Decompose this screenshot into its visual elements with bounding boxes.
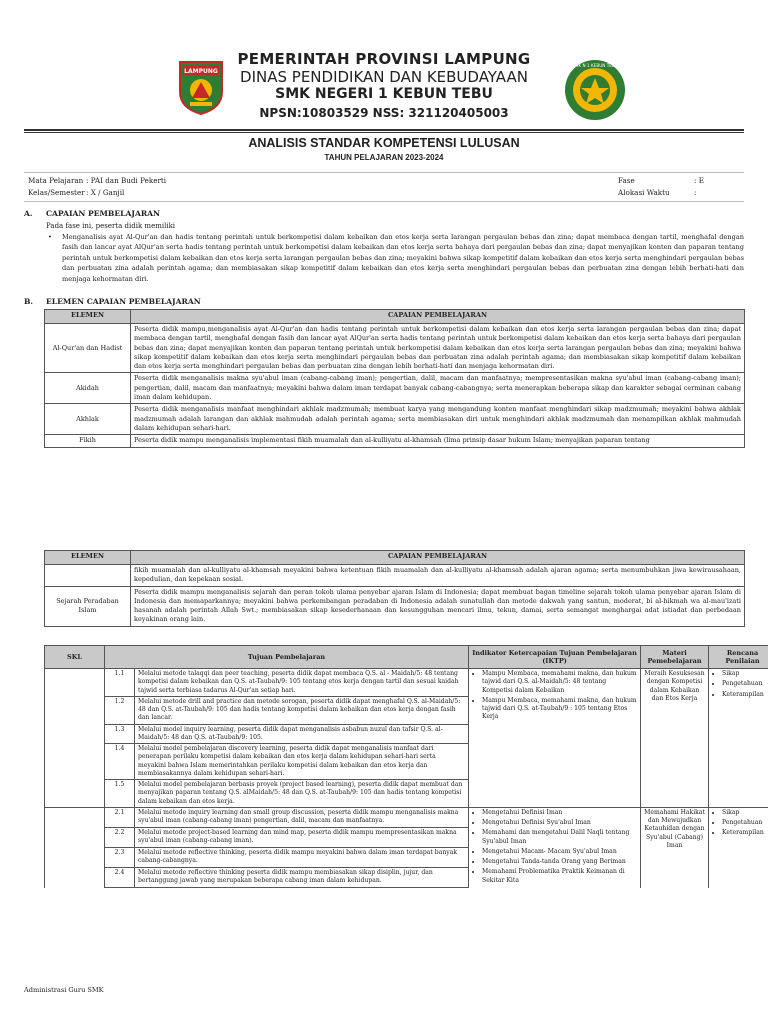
col-capaian-header: CAPAIAN PEMBELAJARAN <box>131 310 745 324</box>
materi-cell: Memahami Hakikat dan Mewujudkan Ketauhidan dengan Syu'abul (Cabang) Iman <box>641 807 709 888</box>
section-a-intro: Pada fase ini, peserta didik memiliki <box>46 222 176 230</box>
materi-cell: Meraih Kesuksesan dengan Kompetisi dalam Kebaikan dan Etos Kerja <box>641 669 709 808</box>
capaian-cell: Peserta didik mampu menganalisis sejarah dan peran tokoh ulama penyebar ajaran Islam di Indonesia; dapat membuat bagan timeline sejarah tokoh ulama penyebar ajaran Islam di Indonesia dan memaparkannya; meyakini bahwa perkembangan peradaban di Indonesia adalah sunatullah dan metode dakwah yang santun, moderat, bi al-hikmah wa al-mau'izati hasanah adalah perintah Allah Swt.; membiasakan sikap kesederhanaan dan kesungguhan mencari ilmu, tekun, damai, serta semangat menghargai adat istiadat dan perbedaan keyakinan orang lain. <box>131 586 745 626</box>
fase-label: Fase <box>618 176 635 185</box>
table-row <box>45 565 745 587</box>
col-materi-header: Materi Pemebelajaran <box>641 646 709 669</box>
tp-number: 1.3 <box>105 724 135 744</box>
table-row <box>45 404 745 435</box>
capaian-cell: Peserta didik menganalisis manfaat menghindari akhlak madzmumah; membuat karya yang mengandung konten manfaat menghindari sikap madzmumah; meyakini bahwa akhlak madzmumah adalah larangan dan akhlak mahmudah adalah perintah agama; serta membiasakan diri untuk menghindari akhlak madzmumah dan menampilkan akhlak mahmudah dalam kehidupan sehari-hari. <box>131 404 745 435</box>
svg-text:LAMPUNG: LAMPUNG <box>184 68 218 75</box>
skl-cell <box>45 807 105 888</box>
iktp-item: • Mampu Membaca, memahami makna, dan hukum tajwid dari Q.S. al-Maidah/5: 48 tentang Kompetisi dalam Kebaikan <box>482 670 637 695</box>
tp-text: Melalui model pembelajaran berbasis proyek (project based learning), peserta didik dapat membuat dan menyajikan paparan tentang Q.S. alMaidah/5: 48 dan Q.S. at-Taubah/9: 105 dan hadis tentang kompetisi dalam kebaikan dan etos kerja. <box>135 780 469 808</box>
rencana-item: • Keterampilan <box>722 829 768 837</box>
table-row <box>45 807 768 827</box>
tp-text: Melalui metode project-based learning dan mind map, peserta didik mampu mempresentasikan makna syu'abul iman (cabang-cabang iman). <box>135 827 469 847</box>
mapel-value: : PAI dan Budi Pekerti <box>86 176 167 185</box>
bullet-dot: • <box>48 233 52 241</box>
rencana-cell <box>709 669 768 808</box>
svg-text:SMK N 1 KEBUN TEBU: SMK N 1 KEBUN TEBU <box>572 63 618 68</box>
elemen-cell: Al-Qur'an dan Hadist <box>45 324 131 373</box>
kelas-label: Kelas/Semester <box>28 188 85 197</box>
tp-text: Melalui model pembelajaran discovery learning, peserta didik dapat menganalisis manfaat dari penerapan perilaku kompetisi dalam kebaikan dan etos kerja dalam kehidupan sehari-hari serta meyakini bahwa Islam memerintahkan perilaku kompetisi dalam kebaikan dan etos kerja dan membiasakannya dalam kehidupan sehari-hari. <box>135 744 469 780</box>
capaian-cell: fikih muamalah dan al-kulliyatu al-khamsah meyakini bahwa ketentuan fikih muamalah dan al-kulliyatu al-khamsah adalah ajaran agama; serta menumbuhkan jiwa kewirausahaan, kepedulian, dan kepekaan sosial. <box>131 565 745 587</box>
tp-number: 2.2 <box>105 827 135 847</box>
col-skl-header: SKL <box>45 646 105 669</box>
iktp-item: • Memahami dan mengetahui Dalil Naqli tentang Syu'abul Iman <box>482 829 637 846</box>
tp-number: 1.1 <box>105 669 135 697</box>
tp-number: 1.4 <box>105 744 135 780</box>
tp-text: Melalui metode reflective thinking peserta didik mampu membiasakan sikap disiplin, jujur, dan bertanggung jawab yang merupakan beberapa cabang iman dalam kehidupan. <box>135 868 469 888</box>
table-row <box>45 435 745 447</box>
elemen-cell <box>45 565 131 587</box>
col-elemen-header: ELEMEN <box>45 310 131 324</box>
tp-text: Melalui metode reflective thinking, peserta didik mampu meyakini bahwa dalam iman terdapat banyak cabang-cabangnya. <box>135 848 469 868</box>
tp-text: Melalui metode inquiry learning dan small group discussion, peserta didik mampu menganalisis makna syu'abul iman (cabang-cabang iman) pengertian, dalil, macam dan manfaatnya. <box>135 807 469 827</box>
elemen-cell: Sejarah Peradaban Islam <box>45 586 131 626</box>
section-a-bullet <box>48 232 744 284</box>
table-row <box>45 586 745 626</box>
capaian-cell: Peserta didik mampu menganalisis implementasi fikih muamalah dan al-kulliyatu al-khamsah (lima prinsip dasar hukum Islam; menyajikan paparan tentang <box>131 435 745 447</box>
skl-cell <box>45 669 105 808</box>
section-a-heading <box>24 209 424 221</box>
iktp-cell <box>469 807 641 888</box>
gov-name: PEMERINTAH PROVINSI LAMPUNG <box>237 50 531 68</box>
tp-text: Melalui model inquiry learning, peserta didik dapat menganalisis asbabun nuzul dan tafsir Q.S. al-Maidah/5: 48 dan Q.S. at-Taubah/9: 105. <box>135 724 469 744</box>
capaian-cell: Peserta didik mampu,menganalisis ayat Al-Qur'an dan hadis tentang perintah untuk berkompetisi dalam kebaikan dan etos kerja serta larangan pergaulan bebas dan zina; dapat membaca dengan tartil, menghafal dengan fasih dan lancar ayat AlQur'an serta hadis tentang perintah untuk berkompetisi dalam kebaikan dan etos kerja serta bahaya dari pergaulan bebas dan zina; dapat menyajikan konten dan paparan tentang perintah untuk berkompetisi dalam kebaikan dan etos kerja serta larangan pergaulan bebas dan zina; meyakini bahwa sikap kompetitif dalam kebaikan dan etos kerja serta menghindari pergaulan bebas dan perbuatan zina adalah perintah agama; dan membiasakan sikap kompetitif dalam kebaikan dan etos kerja serta menghindari pergaulan bebas dan perbuatan zina dengan lebih berhati-hati dan menjaga kehormatan diri. <box>131 324 745 373</box>
table-row <box>45 669 768 697</box>
alokasi-label: Alokasi Waktu <box>618 188 670 197</box>
school-logo-icon <box>563 58 627 122</box>
section-a-bullet-text: Menganalisis ayat Al-Qur'an dan hadis tentang perintah untuk berkompetisi dalam kebaikan dan etos kerja serta larangan pergaulan bebas dan zina; dapat membaca dengan tartil, menghafal dengan fasih dan lancar ayat AlQur'an serta hadis tentang perintah untuk berkompetisi dalam kebaikan dan etos kerja serta bahaya dari pergaulan bebas dan zina; dapat menyajikan konten dan paparan tentang perintah untuk berkompetisi dalam kebaikan dan etos kerja serta larangan pergaulan bebas dan zina; meyakini bahwa sikap kompetitif dalam kebaikan dan etos kerja serta menghindari pergaulan bebas dan perbuatan zina adalah perintah agama; dan membiasakan sikap kompetitif dalam kebaikan dan etos kerja serta menghindari pergaulan bebas dan perbuatan zina dengan lebih berhati-hati dan menjaga kehormatan diri. <box>62 233 744 283</box>
table-row <box>45 373 745 404</box>
rencana-item: • Pengetahuan <box>722 819 768 827</box>
col-capaian-header: CAPAIAN PEMBELAJARAN <box>131 551 745 565</box>
section-b-title: ELEMEN CAPAIAN PEMBELAJARAN <box>46 297 201 306</box>
document-subtitle: TAHUN PELAJARAN 2023-2024 <box>324 153 444 162</box>
iktp-item: • Mengetahui Definisi Iman <box>482 809 637 817</box>
elemen-table-continued <box>44 550 745 627</box>
skl-table <box>44 645 768 888</box>
tp-text: Melalui metode talaqqi dan peer teaching, peserta didik dapat membaca Q.S. al - Maidah/5: 48 tentang kompetisi dalam kebaikan dan Q.S. at-Taubah/9: 105 tentang etos kerja dengan tartil dan sesuai kaidah tajwid serta terbiasa tadarus Al-Qur'an setiap hari. <box>135 669 469 697</box>
table-row <box>45 324 745 373</box>
tp-number: 2.4 <box>105 868 135 888</box>
footer-text: Administrasi Guru SMK <box>24 986 104 994</box>
tp-number: 2.3 <box>105 848 135 868</box>
alokasi-value: : <box>694 188 697 197</box>
elemen-table-clip <box>44 309 745 469</box>
agency-name: DINAS PENDIDIKAN DAN KEBUDAYAAN <box>240 68 528 86</box>
capaian-cell: Peserta didik menganalisis makna syu'abul iman (cabang-cabang iman); pengertian, dalil, macam dan manfaatnya; mempresentasikan makna syu'abul iman (cabang-cabang iman); pengertian, dalil, macam dan manfaatnya; meyakini bahwa dalam iman terdapat banyak cabang-cabangnya; serta menerapkan beberapa sikap dan karakter sebagai cerminan cabang iman dalam kehidupan. <box>131 373 745 404</box>
iktp-item: • Mengetahui Definisi Syu'abul Iman <box>482 819 637 827</box>
elemen-cell: Fikih <box>45 435 131 447</box>
iktp-cell <box>469 669 641 808</box>
tp-number: 2.1 <box>105 807 135 827</box>
iktp-item: • Mengetahui Tanda-tanda Orang yang Beriman <box>482 858 637 866</box>
section-a-number: A. <box>24 209 33 218</box>
section-b-heading <box>24 297 424 309</box>
fase-value: : E <box>694 176 704 185</box>
col-rencana-header: Rencana Penilaian <box>709 646 768 669</box>
document-title: ANALISIS STANDAR KOMPETENSI LULUSAN <box>248 136 520 150</box>
section-b-number: B. <box>24 297 34 306</box>
tp-number: 1.5 <box>105 780 135 808</box>
rencana-item: • Keterampilan <box>722 691 768 699</box>
iktp-item: • Mampu Membaca, memahami makna, dan hukum tajwid dari Q.S. at-Taubah/9 : 105 tentang Etos Kerja <box>482 697 637 722</box>
rencana-cell <box>709 807 768 888</box>
header-rule <box>24 129 744 131</box>
tp-text: Melalui metode drill and practice dan metode sorogan, peserta didik dapat menghafal Q.S. al-Maidah/5: 48 dan Q.S. at-Taubah/9: 105 dan hadis tentang kompetisi dalam kebaikan dan etos kerja dengan fasih dan lancar. <box>135 696 469 724</box>
school-name: SMK NEGERI 1 KEBUN TEBU <box>275 86 493 102</box>
col-elemen-header: ELEMEN <box>45 551 131 565</box>
elemen-cell: Akidah <box>45 373 131 404</box>
school-npsn: NPSN:10803529 NSS: 321120405003 <box>259 106 509 120</box>
rencana-item: • Sikap <box>722 809 768 817</box>
elemen-table <box>44 309 745 448</box>
section-a-title: CAPAIAN PEMBELAJARAN <box>46 209 160 218</box>
mapel-label: Mata Pelajaran <box>28 176 84 185</box>
col-iktp-header: Indikator Ketercapaian Tujuan Pembelajaran (IKTP) <box>469 646 641 669</box>
rencana-item: • Sikap <box>722 670 768 678</box>
meta-info <box>24 172 744 202</box>
tp-number: 1.2 <box>105 696 135 724</box>
letterhead <box>0 44 768 126</box>
elemen-cell: Akhlak <box>45 404 131 435</box>
header-rule-thin <box>24 132 744 133</box>
kelas-value: : X / Ganjil <box>86 188 125 197</box>
iktp-item: • Memahami Problematika Praktik Keimanan di Sekitar Kita <box>482 868 637 885</box>
col-tujuan-header: Tujuan Pembelajaran <box>105 646 469 669</box>
iktp-item: • Mengetahui Macam- Macam Syu'abul Iman <box>482 848 637 856</box>
rencana-item: • Pengetahuan <box>722 680 768 688</box>
